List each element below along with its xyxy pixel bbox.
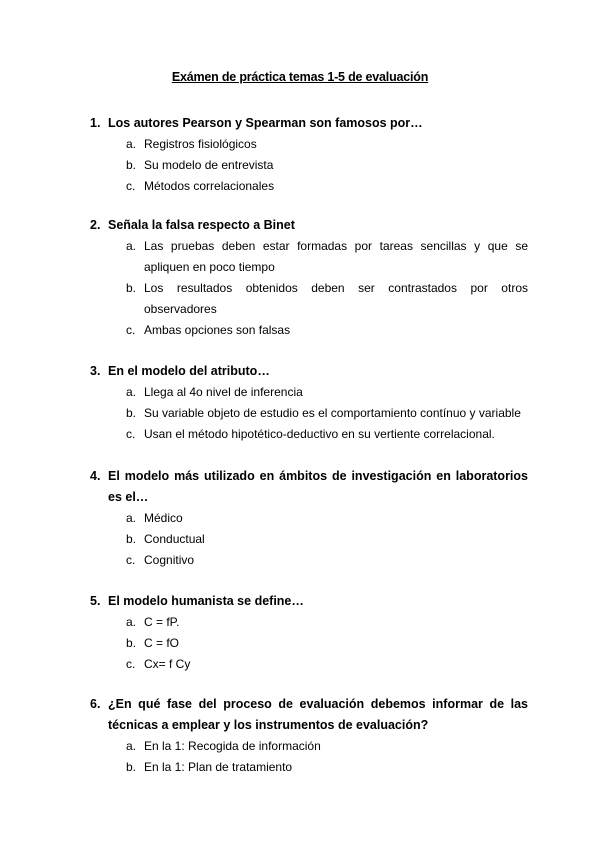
page-title: Exámen de práctica temas 1-5 de evaluación: [171, 70, 429, 84]
question-text: Los autores Pearson y Spearman son famosos por…: [108, 116, 423, 130]
option-b: b. C = fO: [126, 636, 180, 650]
option-a: a. Médico: [126, 511, 183, 525]
option-a: a. Registros fisiológicos: [126, 137, 257, 151]
option-b: b. Los resultados obtenidos deben ser contrastados por otros observadores: [126, 281, 528, 316]
option-c: c. Cx= f Cy: [126, 657, 191, 671]
question-2: [90, 215, 528, 341]
question-text: El modelo humanista se define…: [108, 594, 304, 608]
question-number: 2.: [90, 218, 101, 232]
question-number: 3.: [90, 364, 101, 378]
question-text: Señala la falsa respecto a Binet: [108, 218, 295, 232]
question-number: 1.: [90, 116, 101, 130]
option-c: c. Métodos correlacionales: [126, 179, 275, 193]
question-number: 5.: [90, 594, 101, 608]
option-b: b. Su modelo de entrevista: [126, 158, 274, 172]
question-number: 6.: [90, 697, 101, 711]
question-3: [90, 361, 528, 445]
option-a: a. Llega al 4o nivel de inferencia: [126, 385, 303, 399]
option-a: a. En la 1: Recogida de información: [126, 739, 321, 753]
option-a: a. Las pruebas deben estar formadas por tareas sencillas y que se apliquen en poco tiempo: [126, 239, 528, 274]
question-text: El modelo más utilizado en ámbitos de investigación en laboratorios es el…: [108, 469, 528, 504]
option-a: a. C = fP.: [126, 615, 180, 629]
option-c: c. Ambas opciones son falsas: [126, 323, 291, 337]
question-1: [90, 113, 528, 197]
question-5: [90, 591, 528, 675]
question-text: En el modelo del atributo…: [108, 364, 270, 378]
question-number: 4.: [90, 469, 101, 483]
question-6: [90, 694, 528, 778]
option-c: c. Cognitivo: [126, 553, 195, 567]
question-4: [90, 466, 528, 571]
option-c: c. Usan el método hipotético-deductivo en su vertiente correlacional.: [126, 427, 495, 441]
option-b: b. Conductual: [126, 532, 205, 546]
option-b: b. Su variable objeto de estudio es el comportamiento contínuo y variable: [126, 406, 521, 420]
option-b: b. En la 1: Plan de tratamiento: [126, 760, 293, 774]
question-text: ¿En qué fase del proceso de evaluación debemos informar de las técnicas a emplear y los instrumentos de evaluación?: [108, 697, 528, 732]
